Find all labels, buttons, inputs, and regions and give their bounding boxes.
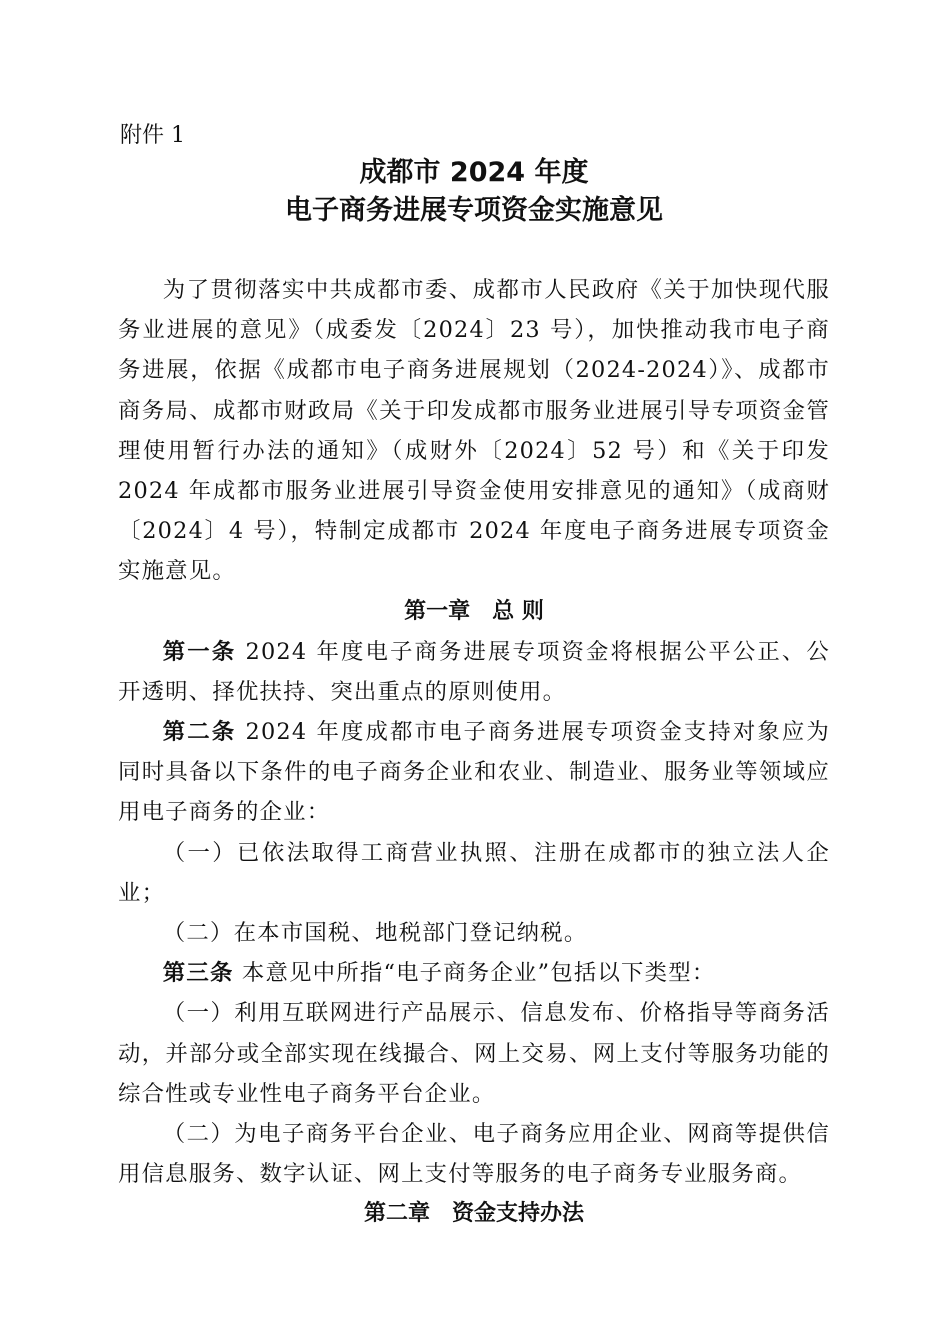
article-3-text: 本意见中所指“电子商务企业”包括以下类型： <box>233 960 716 987</box>
document-title-line-2: 电子商务进展专项资金实施意见 <box>285 195 663 226</box>
article-2 <box>118 712 830 833</box>
article-1-label: 第一条 <box>162 638 237 665</box>
article-3-item-2: （二）为电子商务平台企业、电子商务应用企业、网商等提供信用信息服务、数字认证、网上支付等服务的电子商务专业服务商。 <box>118 1121 830 1188</box>
article-1 <box>118 632 830 712</box>
chapter-2-heading: 第二章 资金支持办法 <box>363 1201 584 1227</box>
article-3 <box>118 953 830 993</box>
title-block <box>118 154 830 230</box>
article-2-text: 2024 年度成都市电子商务进展专项资金支持对象应为同时具备以下条件的电子商务企业和农业、制造业、服务业等领域应用电子商务的企业： <box>118 719 830 826</box>
document-page <box>118 118 830 1234</box>
chapter-1-heading: 第一章 总 则 <box>404 598 544 624</box>
attachment-label: 附件 1 <box>120 123 185 148</box>
intro-paragraph: 为了贯彻落实中共成都市委、成都市人民政府《关于加快现代服务业进展的意见》（成委发〔2024〕23 号），加快推动我市电子商务进展，依据《成都市电子商务进展规划（2024-2024）》、成都市商务局、成都市财政局《关于印发成都市服务业进展引导专项资金管理使用暂行办法的通知》（成财外〔2024〕52 号）和《关于印发 2024 年成都市服务业进展引导资金使用安排意见的通知》（成商财〔2024〕4 号），特制定成都市 2024 年度电子商务进展专项资金实施意见。 <box>118 277 830 585</box>
article-3-label: 第三条 <box>162 960 234 987</box>
article-2-item-1: （一）已依法取得工商营业执照、注册在成都市的独立法人企业； <box>118 839 830 906</box>
article-2-label: 第二条 <box>162 719 237 746</box>
article-1-text: 2024 年度电子商务进展专项资金将根据公平公正、公开透明、择优扶持、突出重点的原则使用。 <box>118 638 830 705</box>
article-2-item-2: （二）在本市国税、地税部门登记纳税。 <box>162 920 588 947</box>
article-3-item-1: （一）利用互联网进行产品展示、信息发布、价格指导等商务活动，并部分或全部实现在线撮合、网上交易、网上支付等服务功能的综合性或专业性电子商务平台企业。 <box>118 1000 830 1107</box>
document-title-line-1: 成都市 2024 年度 <box>359 157 589 188</box>
